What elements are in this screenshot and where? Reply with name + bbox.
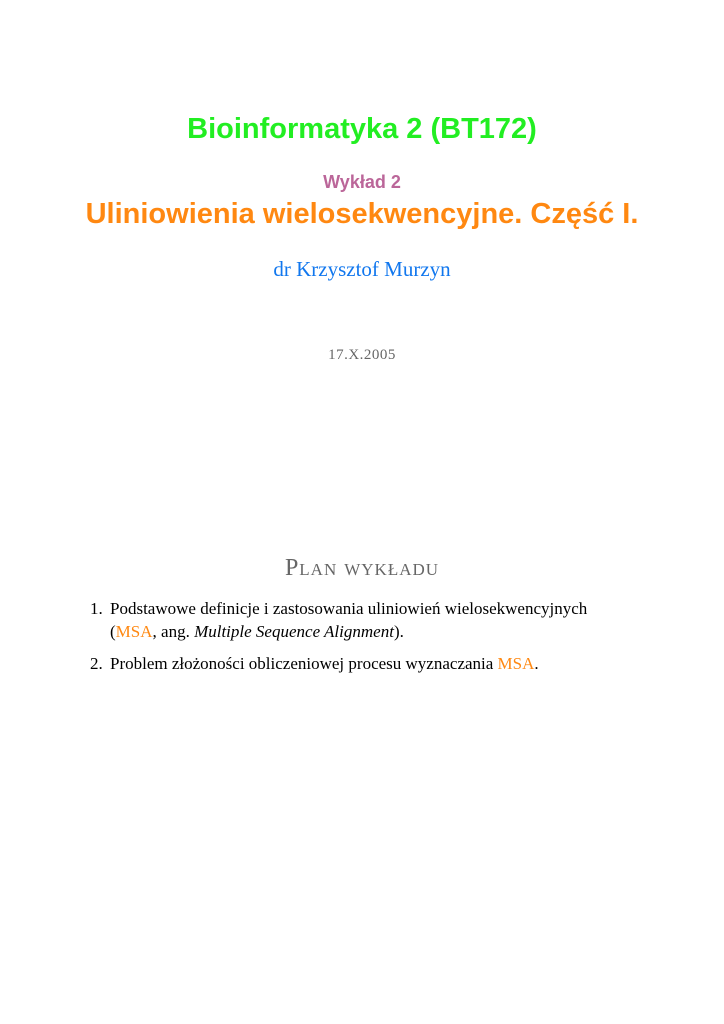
lecture-title: Uliniowienia wielosekwencyjne. Część I. (85, 198, 639, 230)
plan-item (90, 652, 650, 675)
item-italic-term: Multiple Sequence Alignment (194, 622, 394, 641)
course-title: Bioinformatyka 2 (BT172) (187, 113, 537, 145)
item-text (110, 652, 650, 675)
msa-abbreviation: MSA (497, 654, 535, 673)
item-end: ). (393, 622, 404, 641)
date: 17.X.2005 (328, 347, 396, 363)
item-mid: , ang. (152, 622, 195, 641)
item-line: Podstawowe definicje i zastosowania uliniowień wielosekwencyjnych (110, 599, 588, 618)
lecture-number: Wykład 2 (323, 172, 401, 192)
item-number: 1. (90, 599, 103, 618)
item-number: 2. (90, 654, 103, 673)
plan-item (90, 597, 650, 643)
plan-list (90, 597, 650, 684)
item-text (110, 597, 650, 643)
author: dr Krzysztof Murzyn (273, 257, 451, 281)
msa-abbreviation: MSA (115, 622, 153, 641)
open-paren: ( (110, 622, 116, 641)
plan-heading: Plan wykładu (284, 555, 440, 581)
item-body: Problem złożoności obliczeniowej procesu wyznaczania (110, 654, 498, 673)
item-end: . (534, 654, 539, 673)
